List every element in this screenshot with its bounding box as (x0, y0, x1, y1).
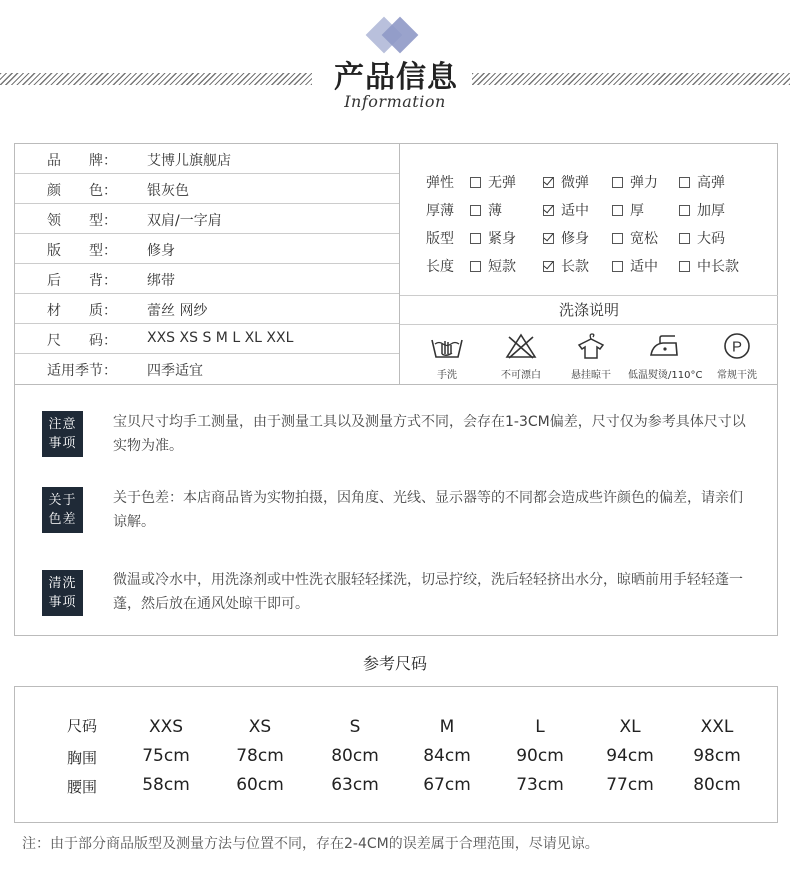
attribute-option (679, 172, 725, 192)
spec-key: 适用季节： (47, 363, 117, 379)
attribute-label: 长度 (426, 259, 454, 275)
header-hatch-right (472, 73, 790, 85)
wash-item-no-bleach (486, 332, 556, 381)
empty-box-icon (679, 233, 690, 244)
attribute-option (543, 200, 589, 220)
attribute-option-text: 宽松 (630, 231, 658, 247)
checked-box-icon (543, 233, 554, 244)
info-divider (399, 144, 400, 384)
size-value-cell: 75cm (142, 746, 190, 766)
size-header-cell: XL (619, 717, 641, 737)
attribute-option-text: 无弹 (488, 175, 516, 191)
wash-item-low-iron (628, 332, 703, 381)
product-info-table (14, 143, 778, 385)
wash-item-hand-wash (412, 332, 482, 381)
size-row-label: 胸围 (67, 749, 98, 767)
spec-row (15, 144, 399, 174)
size-header-cell: L (535, 717, 545, 737)
empty-box-icon (679, 261, 690, 272)
spec-row (15, 294, 399, 324)
wash-label: 悬挂晾干 (571, 370, 611, 381)
note-text: 关于色差：本店商品皆为实物拍摄，因角度、光线、显示器等的不同都会造成些许颜色的偏差，请亲们谅解。 (113, 490, 743, 530)
empty-box-icon (612, 177, 623, 188)
wash-label: 常规干洗 (717, 370, 757, 381)
spec-row (15, 264, 399, 294)
note-text: 宝贝尺寸均手工测量，由于测量工具以及测量方式不同，会存在1-3CM偏差，尺寸仅为参考具体尺寸以实物为准。 (113, 414, 746, 454)
attribute-option-text: 中长款 (697, 259, 739, 275)
spec-value: XXS XS S M L XL XXL (147, 330, 294, 346)
spec-value: 银灰色 (147, 183, 189, 199)
spec-value: 艾博儿旗舰店 (147, 153, 231, 169)
attribute-option (612, 256, 658, 276)
empty-box-icon (470, 177, 481, 188)
attribute-option (543, 228, 589, 248)
attribute-option-text: 紧身 (488, 231, 516, 247)
spec-key: 品 牌： (47, 153, 117, 169)
attribute-option-text: 高弹 (697, 175, 725, 191)
washing-title: 洗涤说明 (400, 295, 778, 325)
empty-box-icon (470, 261, 481, 272)
note-tag: 清洗 事项 (42, 570, 83, 616)
size-value-cell: 78cm (236, 746, 284, 766)
empty-box-icon (470, 233, 481, 244)
page-subtitle: Information (344, 92, 446, 111)
note-text: 微温或冷水中，用洗涤剂或中性洗衣服轻轻揉洗，切忌拧绞，洗后轻轻挤出水分，晾晒前用手轻轻蓬一蓬，然后放在通风处晾干即可。 (113, 572, 743, 612)
size-value-cell: 98cm (693, 746, 741, 766)
size-value-cell: 77cm (606, 775, 654, 795)
wash-label: 不可漂白 (501, 370, 541, 381)
hang-dry-icon (576, 332, 606, 360)
attribute-option (470, 172, 516, 192)
empty-box-icon (679, 177, 690, 188)
size-header-cell: XS (248, 717, 272, 737)
size-header-cell: S (349, 717, 361, 737)
wash-label: 低温熨烫/110°C (628, 370, 703, 381)
empty-box-icon (612, 205, 623, 216)
size-value-cell: 73cm (516, 775, 564, 795)
spec-row (15, 354, 399, 384)
wash-item-dry-clean (702, 332, 772, 381)
wash-label: 手洗 (437, 370, 457, 381)
note-tag: 关于 色差 (42, 487, 83, 533)
footnote: 注：由于部分商品版型及测量方法与位置不同，存在2-4CM的误差属于合理范围，尽请见谅。 (22, 836, 599, 852)
attribute-option (679, 228, 725, 248)
attribute-option (612, 172, 658, 192)
size-value-cell: 67cm (423, 775, 471, 795)
size-value-cell: 63cm (331, 775, 379, 795)
no-bleach-icon (505, 332, 537, 360)
size-value-cell: 90cm (516, 746, 564, 766)
spec-row (15, 174, 399, 204)
spec-key: 领 型： (47, 213, 117, 229)
note-tag: 注意 事项 (42, 411, 83, 457)
spec-value: 绑带 (147, 273, 175, 289)
size-chart-title: 参考尺码 (362, 654, 427, 673)
checked-box-icon (543, 261, 554, 272)
attribute-option-text: 适中 (630, 259, 658, 275)
spec-key: 尺 码： (47, 333, 117, 349)
attribute-option-text: 适中 (561, 203, 589, 219)
spec-row (15, 234, 399, 264)
empty-box-icon (679, 205, 690, 216)
header-hatch-left (0, 73, 312, 85)
spec-value: 四季适宜 (147, 363, 203, 379)
size-value-cell: 58cm (142, 775, 190, 795)
attribute-label: 弹性 (426, 175, 454, 191)
notes-section (14, 385, 778, 636)
dry-clean-icon (722, 332, 752, 360)
size-header-cell: XXL (700, 717, 734, 737)
attribute-option (543, 256, 589, 276)
attribute-option-text: 薄 (488, 203, 502, 219)
attribute-option-text: 加厚 (697, 203, 725, 219)
attribute-option (470, 228, 516, 248)
spec-key: 版 型： (47, 243, 117, 259)
attribute-option-text: 厚 (630, 203, 644, 219)
checked-box-icon (543, 205, 554, 216)
size-row-label: 腰围 (67, 778, 98, 796)
attribute-option-text: 修身 (561, 231, 589, 247)
spec-key: 后 背： (47, 273, 117, 289)
page-title: 产品信息 (334, 60, 458, 95)
attribute-option (679, 256, 739, 276)
empty-box-icon (470, 205, 481, 216)
spec-key: 颜 色： (47, 183, 117, 199)
size-chart-table (14, 686, 778, 823)
size-header-label: 尺码 (67, 717, 98, 735)
attribute-option-text: 短款 (488, 259, 516, 275)
spec-value: 修身 (147, 243, 175, 259)
dry-clean-symbol: P (731, 338, 743, 356)
spec-row (15, 324, 399, 354)
empty-box-icon (612, 261, 623, 272)
attribute-option (470, 200, 502, 220)
attribute-label: 厚薄 (426, 203, 454, 219)
size-header-cell: M (439, 717, 455, 737)
attribute-option-text: 大码 (697, 231, 725, 247)
hand-wash-icon (430, 332, 464, 360)
size-value-cell: 84cm (423, 746, 471, 766)
attribute-option-text: 弹力 (630, 175, 658, 191)
size-value-cell: 60cm (236, 775, 284, 795)
spec-key: 材 质： (47, 303, 117, 319)
size-value-cell: 94cm (606, 746, 654, 766)
spec-value: 双肩/一字肩 (147, 213, 222, 229)
attribute-option-text: 长款 (561, 259, 589, 275)
checked-box-icon (543, 177, 554, 188)
spec-row (15, 204, 399, 234)
size-value-cell: 80cm (693, 775, 741, 795)
empty-box-icon (612, 233, 623, 244)
attribute-option (612, 200, 644, 220)
attribute-option (679, 200, 725, 220)
attribute-option-text: 微弹 (561, 175, 589, 191)
size-value-cell: 80cm (331, 746, 379, 766)
attribute-option (612, 228, 658, 248)
spec-value: 蕾丝 网纱 (147, 303, 208, 319)
low-iron-icon (648, 332, 680, 360)
attribute-label: 版型 (426, 231, 454, 247)
attribute-option (470, 256, 516, 276)
size-header-cell: XXS (148, 717, 184, 737)
wash-item-hang-dry (556, 332, 626, 381)
attribute-option (543, 172, 589, 192)
